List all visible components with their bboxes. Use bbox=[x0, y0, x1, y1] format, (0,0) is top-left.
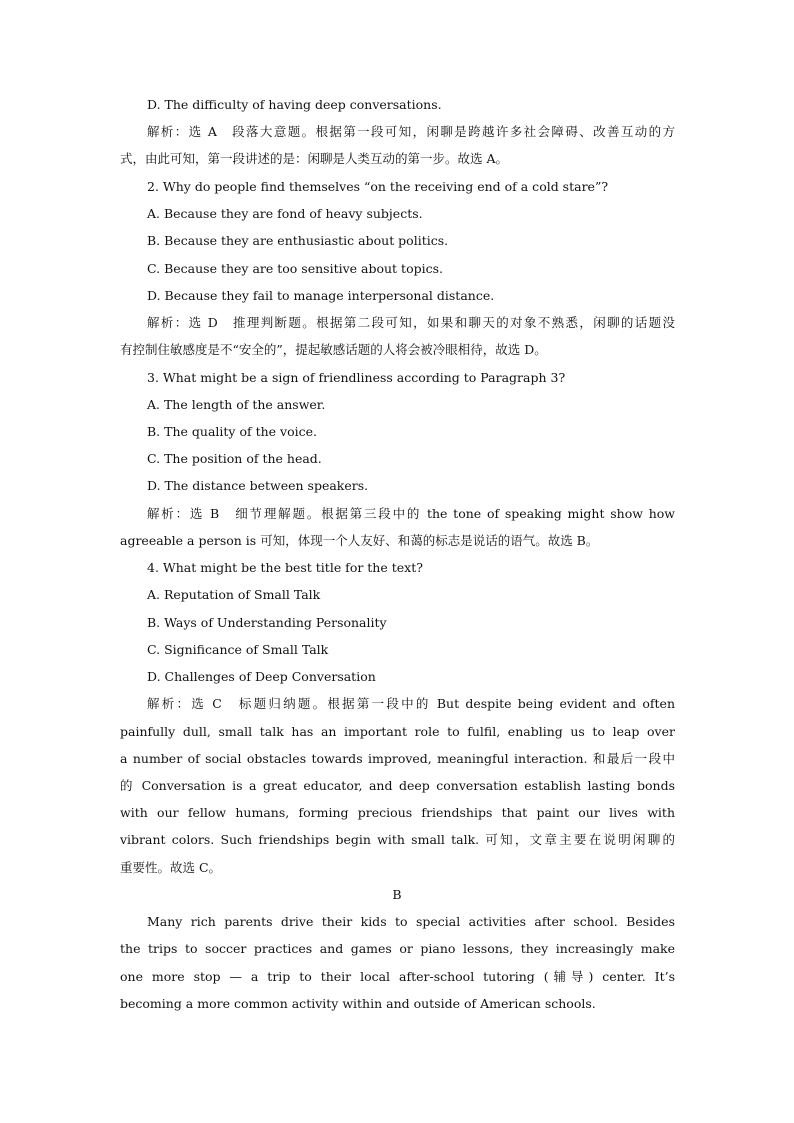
option-d-q1: D. The difficulty of having deep conversations. bbox=[147, 97, 442, 112]
analysis-q4-line5: with our fellow humans, forming precious friendships that paint our lives with bbox=[120, 805, 675, 820]
analysis-q3-line2: agreeable a person is 可知，体现一个人友好、和蔼的标志是说话的语气。故选 B。 bbox=[120, 533, 599, 548]
analysis-q4-line2: painfully dull, small talk has an important role to fulfil, enabling us to leap over bbox=[120, 724, 675, 739]
analysis-q2-line2: 有控制住敏感度是不“安全的”，提起敏感话题的人将会被冷眼相待，故选 D。 bbox=[120, 342, 547, 357]
option-c-q2: C. Because they are too sensitive about topics. bbox=[147, 261, 443, 276]
passage-b-line2: the trips to soccer practices and games or piano lessons, they increasingly make bbox=[120, 941, 675, 956]
analysis-q4-line7: 重要性。故选 C。 bbox=[120, 860, 222, 875]
passage-b-line1: Many rich parents drive their kids to special activities after school. Besides bbox=[147, 914, 675, 929]
analysis-q2-line1: 解析：选 D 推理判断题。根据第二段可知，如果和聊天的对象不熟悉，闲聊的话题没 bbox=[147, 315, 675, 330]
analysis-q4-line3: a number of social obstacles towards improved, meaningful interaction. 和最后一段中 bbox=[120, 751, 675, 766]
analysis-q4-line4: 的 Conversation is a great educator, and deep conversation establish lasting bonds bbox=[120, 778, 675, 793]
passage-b-line4: becoming a more common activity within and outside of American schools. bbox=[120, 996, 596, 1011]
question-3: 3. What might be a sign of friendliness according to Paragraph 3? bbox=[147, 370, 566, 385]
option-b-q2: B. Because they are enthusiastic about politics. bbox=[147, 233, 449, 248]
option-b-q3: B. The quality of the voice. bbox=[147, 424, 317, 439]
analysis-q3-line1: 解析：选 B 细节理解题。根据第三段中的 the tone of speaking might show how bbox=[147, 506, 675, 521]
option-d-q2: D. Because they fail to manage interpersonal distance. bbox=[147, 288, 495, 303]
analysis-q4-line6: vibrant colors. Such friendships begin with small talk. 可知，文章主要在说明闲聊的 bbox=[120, 832, 675, 847]
option-a-q3: A. The length of the answer. bbox=[147, 397, 326, 412]
section-heading-b: B bbox=[392, 887, 402, 902]
option-c-q4: C. Significance of Small Talk bbox=[147, 642, 329, 657]
passage-b-line3: one more stop — a trip to their local after-school tutoring (辅导) center. It’s bbox=[120, 969, 675, 984]
question-4: 4. What might be the best title for the text? bbox=[147, 560, 423, 575]
option-a-q2: A. Because they are fond of heavy subjects. bbox=[147, 206, 423, 221]
option-a-q4: A. Reputation of Small Talk bbox=[147, 587, 321, 602]
option-b-q4: B. Ways of Understanding Personality bbox=[147, 615, 387, 630]
analysis-q4-line1: 解析：选 C 标题归纳题。根据第一段中的 But despite being evident and often bbox=[147, 696, 675, 711]
analysis-q1-line2: 式，由此可知，第一段讲述的是：闲聊是人类互动的第一步。故选 A。 bbox=[120, 151, 509, 166]
option-d-q3: D. The distance between speakers. bbox=[147, 478, 369, 493]
question-2: 2. Why do people find themselves “on the receiving end of a cold stare”? bbox=[147, 179, 609, 194]
analysis-q1-line1: 解析：选 A 段落大意题。根据第一段可知，闲聊是跨越许多社会障碍、改善互动的方 bbox=[147, 124, 675, 139]
option-c-q3: C. The position of the head. bbox=[147, 451, 322, 466]
option-d-q4: D. Challenges of Deep Conversation bbox=[147, 669, 376, 684]
